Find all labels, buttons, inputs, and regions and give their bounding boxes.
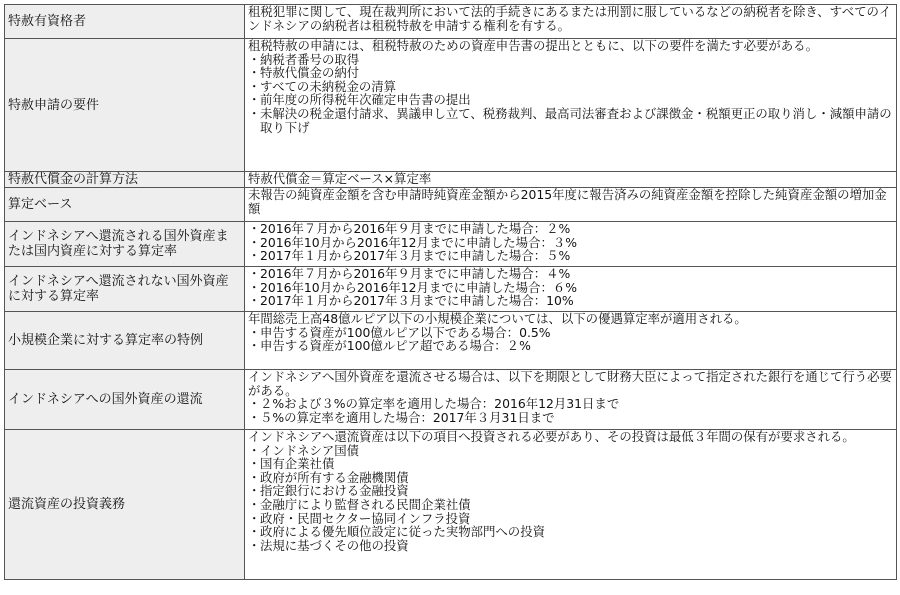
list-item: ・ 2016年７月から2016年９月までに申請した場合：２%	[248, 222, 893, 236]
row-content	[245, 188, 897, 222]
list-item: ・ ２%および３%の算定率を適用した場合：2016年12月31日まで	[248, 397, 893, 411]
list-item: ・ 納税者番号の取得	[248, 53, 893, 67]
list-item: ・ 2016年７月から2016年９月までに申請した場合：４%	[248, 267, 893, 281]
row-label: インドネシアへ還流されない国外資産に対する算定率	[5, 267, 245, 312]
row-label: 小規模企業に対する算定率の特例	[5, 312, 245, 370]
list-item: ・ すべての未納税金の清算	[248, 80, 893, 94]
list-item: ・ 申告する資産が100億ルピア超である場合：２%	[248, 339, 893, 353]
list-item: ・ 金融庁により監督される民間企業社債	[248, 498, 893, 512]
table-row	[5, 172, 897, 188]
list-item: ・ 国有企業社債	[248, 457, 893, 471]
tax-amnesty-table	[4, 4, 897, 580]
table-row	[5, 312, 897, 370]
list-item: ・ インドネシア国債	[248, 444, 893, 458]
list-item: ・ 政府による優先順位設定に従った実物部門への投資	[248, 525, 893, 539]
list-item: ・ 前年度の所得税年次確定申告書の提出	[248, 93, 893, 107]
list-item: ・ 政府・民間セクター協同インフラ投資	[248, 512, 893, 526]
content-intro: 年間総売上高48億ルピア以下の小規模企業については、以下の優遇算定率が適用される。	[248, 311, 747, 326]
table-row	[5, 5, 897, 39]
list-item: ・ 指定銀行における金融投資	[248, 484, 893, 498]
list-item: ・ 特赦代償金の納付	[248, 66, 893, 80]
list-item: ・ 2017年１月から2017年３月までに申請した場合：10%	[248, 294, 893, 308]
list-item: ・ 法規に基づくその他の投資	[248, 539, 893, 553]
row-content	[245, 312, 897, 370]
row-content	[245, 5, 897, 39]
list-item: ・ 政府が所有する金融機関債	[248, 471, 893, 485]
content-intro: インドネシアへ還流資産は以下の項目へ投資される必要があり、その投資は最低３年間の保有が要求される。	[248, 429, 855, 444]
row-content	[245, 172, 897, 188]
table-row	[5, 222, 897, 267]
content-text: 特赦代償金＝算定ベース×算定率	[248, 171, 432, 186]
table-row	[5, 188, 897, 222]
content-intro: 租税特赦の申請には、租税特赦のための資産申告書の提出とともに、以下の要件を満たす必要がある。	[248, 38, 818, 53]
row-content	[245, 267, 897, 312]
list-item: ・ 2016年10月から2016年12月までに申請した場合：３%	[248, 236, 893, 250]
row-label: インドネシアへの国外資産の還流	[5, 370, 245, 430]
row-label: 特赦代償金の計算方法	[5, 172, 245, 188]
row-content	[245, 370, 897, 430]
list-item: ・ 申告する資産が100億ルピア以下である場合：0.5%	[248, 326, 893, 340]
content-text: 未報告の純資産金額を含む申請時純資産金額から2015年度に報告済みの純資産金額を控除した純資産金額の増加金額	[248, 187, 887, 216]
row-content	[245, 39, 897, 172]
row-content	[245, 222, 897, 267]
table-row	[5, 39, 897, 172]
list-item: ・ 未解決の税金還付請求、異議申し立て、税務裁判、最高司法審査および課徴金・税額更正の取り消し・減額申請の取り下げ	[248, 107, 893, 134]
content-text: 租税犯罪に関して、現在裁判所において法的手続きにあるまたは刑罰に服しているなどの納税者を除き、すべてのインドネシアの納税者は租税特赦を申請する権利を有する。	[248, 4, 892, 33]
document-page	[4, 4, 896, 580]
row-label: 特赦申請の要件	[5, 39, 245, 172]
content-intro: インドネシアへ国外資産を還流させる場合は、以下を期限として財務大臣によって指定された銀行を通じて行う必要がある。	[248, 369, 892, 398]
list-item: ・ 2016年10月から2016年12月までに申請した場合：６%	[248, 281, 893, 295]
row-label: 特赦有資格者	[5, 5, 245, 39]
row-content	[245, 430, 897, 580]
row-label: 算定ベース	[5, 188, 245, 222]
row-label: インドネシアへ還流される国外資産または国内資産に対する算定率	[5, 222, 245, 267]
table-row	[5, 430, 897, 580]
table-row	[5, 267, 897, 312]
table-row	[5, 370, 897, 430]
list-item: ・ ５%の算定率を適用した場合：2017年３月31日まで	[248, 411, 893, 425]
list-item: ・ 2017年１月から2017年３月までに申請した場合：５%	[248, 249, 893, 263]
row-label: 還流資産の投資義務	[5, 430, 245, 580]
